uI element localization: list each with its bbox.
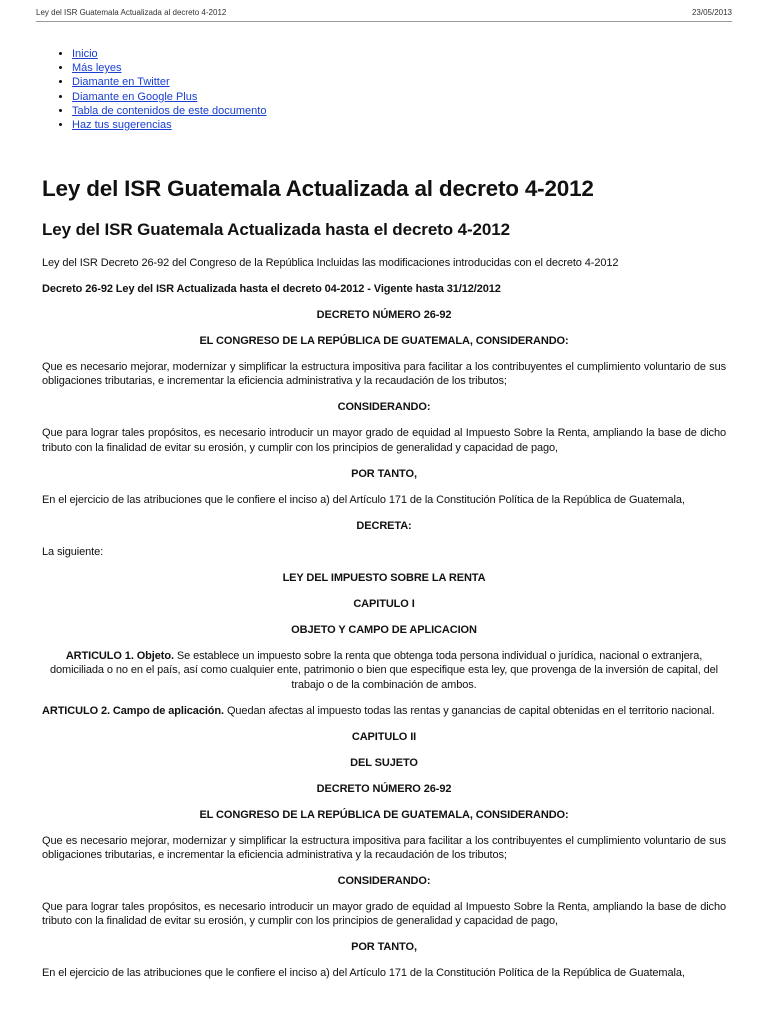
ley-titulo-heading: LEY DEL IMPUESTO SOBRE LA RENTA xyxy=(282,571,486,584)
articulo-2-label: ARTICULO 2. Campo de aplicación. xyxy=(42,704,224,717)
vigente-line: Decreto 26-92 Ley del ISR Actualizada hasta el decreto 04-2012 - Vigente hasta 31/12/2012 xyxy=(42,283,501,295)
articulo-1-label: ARTICULO 1. Objeto. xyxy=(65,649,174,662)
nav-link-tabla-contenidos[interactable]: Tabla de contenidos de este documento xyxy=(72,104,267,117)
print-header xyxy=(36,8,732,17)
nav-item-mas-leyes xyxy=(72,61,726,75)
nav-item-inicio xyxy=(72,47,726,61)
considerando-2-text: Que para lograr tales propósitos, es necesario introducir un mayor grado de equidad al Impuesto Sobre la Renta, ampliando la base de dicho tributo con la finalidad de evitar su erosión, y cumplir con los principios de generalidad y capacidad de pago, xyxy=(42,427,726,454)
articulo-2-paragraph xyxy=(42,704,726,718)
por-tanto-heading: POR TANTO, xyxy=(351,467,417,480)
page-title: Ley del ISR Guatemala Actualizada al decreto 4-2012 xyxy=(42,176,594,201)
document-content xyxy=(42,47,726,980)
header-divider xyxy=(36,21,732,22)
nav-link-inicio[interactable]: Inicio xyxy=(72,48,98,60)
considerando-1-text: Que es necesario mejorar, modernizar y simplificar la estructura impositiva para facilitar a los contribuyentes el cumplimiento voluntario de sus obligaciones tributarias, e incrementar la eficiencia administrativa y la recaudación de los tributos; xyxy=(42,361,726,388)
considerando-1-text-repeat: Que es necesario mejorar, modernizar y simplificar la estructura impositiva para facilitar a los contribuyentes el cumplimiento voluntario de sus obligaciones tributarias, e incrementar la eficiencia administrativa y la recaudación de los tributos; xyxy=(42,834,726,862)
decreto-numero-heading: DECRETO NÚMERO 26-92 xyxy=(316,309,452,321)
la-siguiente-text: La siguiente: xyxy=(42,545,104,558)
congreso-heading-repeat: EL CONGRESO DE LA REPÚBLICA DE GUATEMALA, CONSIDERANDO: xyxy=(199,808,569,821)
nav-link-mas-leyes[interactable]: Más leyes xyxy=(72,62,122,75)
capitulo-2-heading: CAPITULO II xyxy=(351,730,417,743)
capitulo-1-heading: CAPITULO I xyxy=(353,597,415,610)
nav-item-tabla-contenidos xyxy=(72,104,726,118)
print-header-title: Ley del ISR Guatemala Actualizada al decreto 4-2012 xyxy=(36,8,227,17)
nav-list xyxy=(42,47,726,132)
por-tanto-heading-repeat: POR TANTO, xyxy=(351,941,417,954)
nav-item-google-plus xyxy=(72,90,726,104)
print-header-date: 23/05/2013 xyxy=(691,8,732,17)
del-sujeto-heading: DEL SUJETO xyxy=(350,756,418,769)
considerando-heading-repeat: CONSIDERANDO: xyxy=(337,875,431,888)
articulo-2-text: Quedan afectas al impuesto todas las rentas y ganancias de capital obtenidas en el territorio nacional. xyxy=(224,704,715,717)
objeto-campo-heading: OBJETO Y CAMPO DE APLICACION xyxy=(291,623,477,636)
nav-link-google-plus[interactable]: Diamante en Google Plus xyxy=(72,90,198,103)
nav-item-sugerencias xyxy=(72,118,726,132)
nav-link-twitter[interactable]: Diamante en Twitter xyxy=(72,76,170,89)
considerando-2-text-repeat: Que para lograr tales propósitos, es necesario introducir un mayor grado de equidad al Impuesto Sobre la Renta, ampliando la base de dicho tributo con la finalidad de evitar su erosión, y cumplir con los principios de generalidad y capacidad de pago, xyxy=(42,901,726,928)
articulo-1-paragraph xyxy=(42,649,726,692)
page-subtitle: Ley del ISR Guatemala Actualizada hasta el decreto 4-2012 xyxy=(42,220,510,239)
decreto-numero-heading-repeat: DECRETO NÚMERO 26-92 xyxy=(316,782,452,795)
ejercicio-text: En el ejercicio de las atribuciones que le confiere el inciso a) del Artículo 171 de la Constitución Política de la República de Guatemala, xyxy=(42,493,685,506)
nav-link-sugerencias[interactable]: Haz tus sugerencias xyxy=(72,119,172,132)
considerando-heading: CONSIDERANDO: xyxy=(337,401,431,414)
congreso-heading: EL CONGRESO DE LA REPÚBLICA DE GUATEMALA, CONSIDERANDO: xyxy=(199,335,569,347)
ejercicio-text-repeat: En el ejercicio de las atribuciones que le confiere el inciso a) del Artículo 171 de la Constitución Política de la República de Guatemala, xyxy=(42,967,685,980)
intro-paragraph: Ley del ISR Decreto 26-92 del Congreso de la República Incluidas las modificaciones introducidas con el decreto 4-2012 xyxy=(42,257,619,269)
law-body xyxy=(42,256,726,992)
decreta-heading: DECRETA: xyxy=(356,519,412,532)
articulo-1-text: Se establece un impuesto sobre la renta que obtenga toda persona individual o jurídica, nacional o extranjera, domiciliada o no en el país, así como cualquier ente, patrimonio o bien que especifique esta ley, que provenga de la inversión de capital, del trabajo o de la combinación de ambos. xyxy=(49,649,719,691)
nav-item-twitter xyxy=(72,75,726,89)
